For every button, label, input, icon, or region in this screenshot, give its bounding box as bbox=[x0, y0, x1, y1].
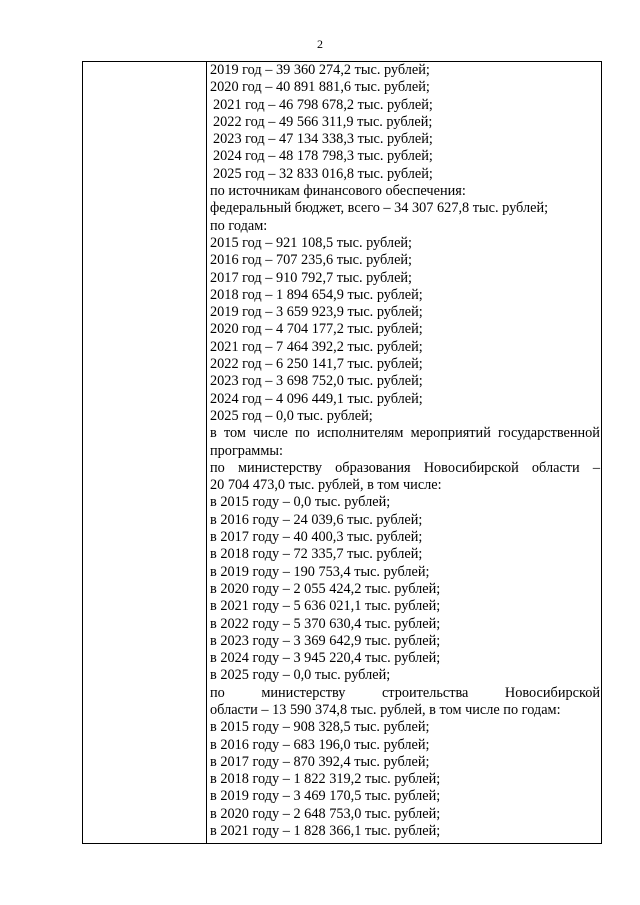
construction-year-line: в 2018 году – 1 822 319,2 тыс. рублей; bbox=[210, 771, 441, 788]
ministry-education-total: 20 704 473,0 тыс. рублей, в том числе: bbox=[210, 477, 442, 494]
education-year-line: в 2025 году – 0,0 тыс. рублей; bbox=[210, 667, 391, 684]
year-total-line: по годам: bbox=[210, 217, 268, 234]
construction-year-line: в 2016 году – 683 196,0 тыс. рублей; bbox=[210, 736, 430, 753]
education-year-line: в 2021 году – 5 636 021,1 тыс. рублей; bbox=[210, 598, 441, 615]
heading-word: исполнителям bbox=[316, 425, 404, 442]
year-total-line: 2023 год – 47 134 338,3 тыс. рублей; bbox=[213, 131, 433, 148]
year-total-line: 2022 год – 6 250 141,7 тыс. рублей; bbox=[210, 356, 423, 373]
program-table bbox=[82, 61, 602, 844]
heading-word: образования bbox=[335, 459, 411, 476]
heading-word: строительства bbox=[381, 684, 469, 701]
year-total-line: 2022 год – 49 566 311,9 тыс. рублей; bbox=[213, 113, 433, 130]
year-total-line: 2019 год – 3 659 923,9 тыс. рублей; bbox=[210, 304, 423, 321]
page-number: 2 bbox=[317, 37, 323, 51]
year-total-line: 2019 год – 39 360 274,2 тыс. рублей; bbox=[210, 62, 430, 78]
heading-word: министерству bbox=[261, 684, 346, 701]
education-years-list bbox=[210, 494, 600, 684]
year-total-line: 2015 год – 921 108,5 тыс. рублей; bbox=[210, 234, 413, 251]
year-total-line: 2017 год – 910 792,7 тыс. рублей; bbox=[210, 269, 413, 286]
year-total-line: 2018 год – 1 894 654,9 тыс. рублей; bbox=[210, 286, 423, 303]
year-total-line: 2024 год – 48 178 798,3 тыс. рублей; bbox=[213, 148, 433, 165]
heading-word: министерству bbox=[237, 459, 323, 476]
education-year-line: в 2015 году – 0,0 тыс. рублей; bbox=[210, 494, 391, 511]
year-total-line: по источникам финансового обеспечения: bbox=[210, 183, 466, 200]
education-year-line: в 2020 году – 2 055 424,2 тыс. рублей; bbox=[210, 580, 441, 597]
year-total-line: 2021 год – 46 798 678,2 тыс. рублей; bbox=[213, 96, 433, 113]
year-total-line: 2016 год – 707 235,6 тыс. рублей; bbox=[210, 252, 413, 269]
heading-word: области bbox=[531, 459, 580, 476]
heading-word: государственной bbox=[498, 425, 600, 442]
education-year-line: в 2016 году – 24 039,6 тыс. рублей; bbox=[210, 511, 423, 528]
education-year-line: в 2019 году – 190 753,4 тыс. рублей; bbox=[210, 563, 430, 580]
education-year-line: в 2017 году – 40 400,3 тыс. рублей; bbox=[210, 529, 423, 546]
financing-cell bbox=[210, 62, 600, 840]
education-year-line: в 2023 году – 3 369 642,9 тыс. рублей; bbox=[210, 632, 441, 649]
ministry-construction-heading-line bbox=[210, 685, 600, 702]
year-total-line: 2024 год – 4 096 449,1 тыс. рублей; bbox=[210, 390, 423, 407]
heading-word: по bbox=[210, 459, 225, 476]
construction-year-line: в 2015 году – 908 328,5 тыс. рублей; bbox=[210, 719, 430, 736]
executors-heading-line bbox=[210, 425, 600, 442]
year-total-line: 2020 год – 4 704 177,2 тыс. рублей; bbox=[210, 321, 423, 338]
ministry-construction-total: области – 13 590 374,8 тыс. рублей, в том числе по годам: bbox=[210, 701, 561, 718]
construction-years-list bbox=[210, 719, 600, 840]
heading-word: том bbox=[223, 425, 246, 442]
ministry-education-heading-line bbox=[210, 460, 600, 477]
education-year-line: в 2022 году – 5 370 630,4 тыс. рублей; bbox=[210, 615, 441, 632]
year-total-line: федеральный бюджет, всего – 34 307 627,8 тыс. рублей; bbox=[210, 200, 549, 217]
heading-word: по bbox=[294, 425, 310, 442]
construction-year-line: в 2021 году – 1 828 366,1 тыс. рублей; bbox=[210, 823, 441, 840]
heading-word: мероприятий bbox=[410, 425, 491, 442]
year-total-line: 2025 год – 32 833 016,8 тыс. рублей; bbox=[213, 165, 433, 182]
heading-word: в bbox=[210, 425, 217, 442]
construction-year-line: в 2020 году – 2 648 753,0 тыс. рублей; bbox=[210, 805, 441, 822]
totals-by-year-list bbox=[210, 62, 600, 425]
construction-year-line: в 2017 году – 870 392,4 тыс. рублей; bbox=[210, 753, 430, 770]
education-year-line: в 2024 году – 3 945 220,4 тыс. рублей; bbox=[210, 650, 441, 667]
heading-word: по bbox=[210, 684, 225, 701]
education-year-line: в 2018 году – 72 335,7 тыс. рублей; bbox=[210, 546, 423, 563]
heading-word: Новосибирской bbox=[504, 684, 600, 701]
year-total-line: 2023 год – 3 698 752,0 тыс. рублей; bbox=[210, 373, 423, 390]
column-divider bbox=[206, 62, 207, 843]
construction-year-line: в 2019 году – 3 469 170,5 тыс. рублей; bbox=[210, 788, 441, 805]
year-total-line: 2021 год – 7 464 392,2 тыс. рублей; bbox=[210, 338, 423, 355]
heading-word: – bbox=[592, 459, 600, 476]
year-total-line: 2020 год – 40 891 881,6 тыс. рублей; bbox=[210, 79, 430, 96]
heading-word: числе bbox=[253, 425, 288, 442]
year-total-line: 2025 год – 0,0 тыс. рублей; bbox=[210, 407, 373, 424]
heading-word: Новосибирской bbox=[423, 459, 519, 476]
executors-heading-continuation: программы: bbox=[210, 442, 283, 459]
